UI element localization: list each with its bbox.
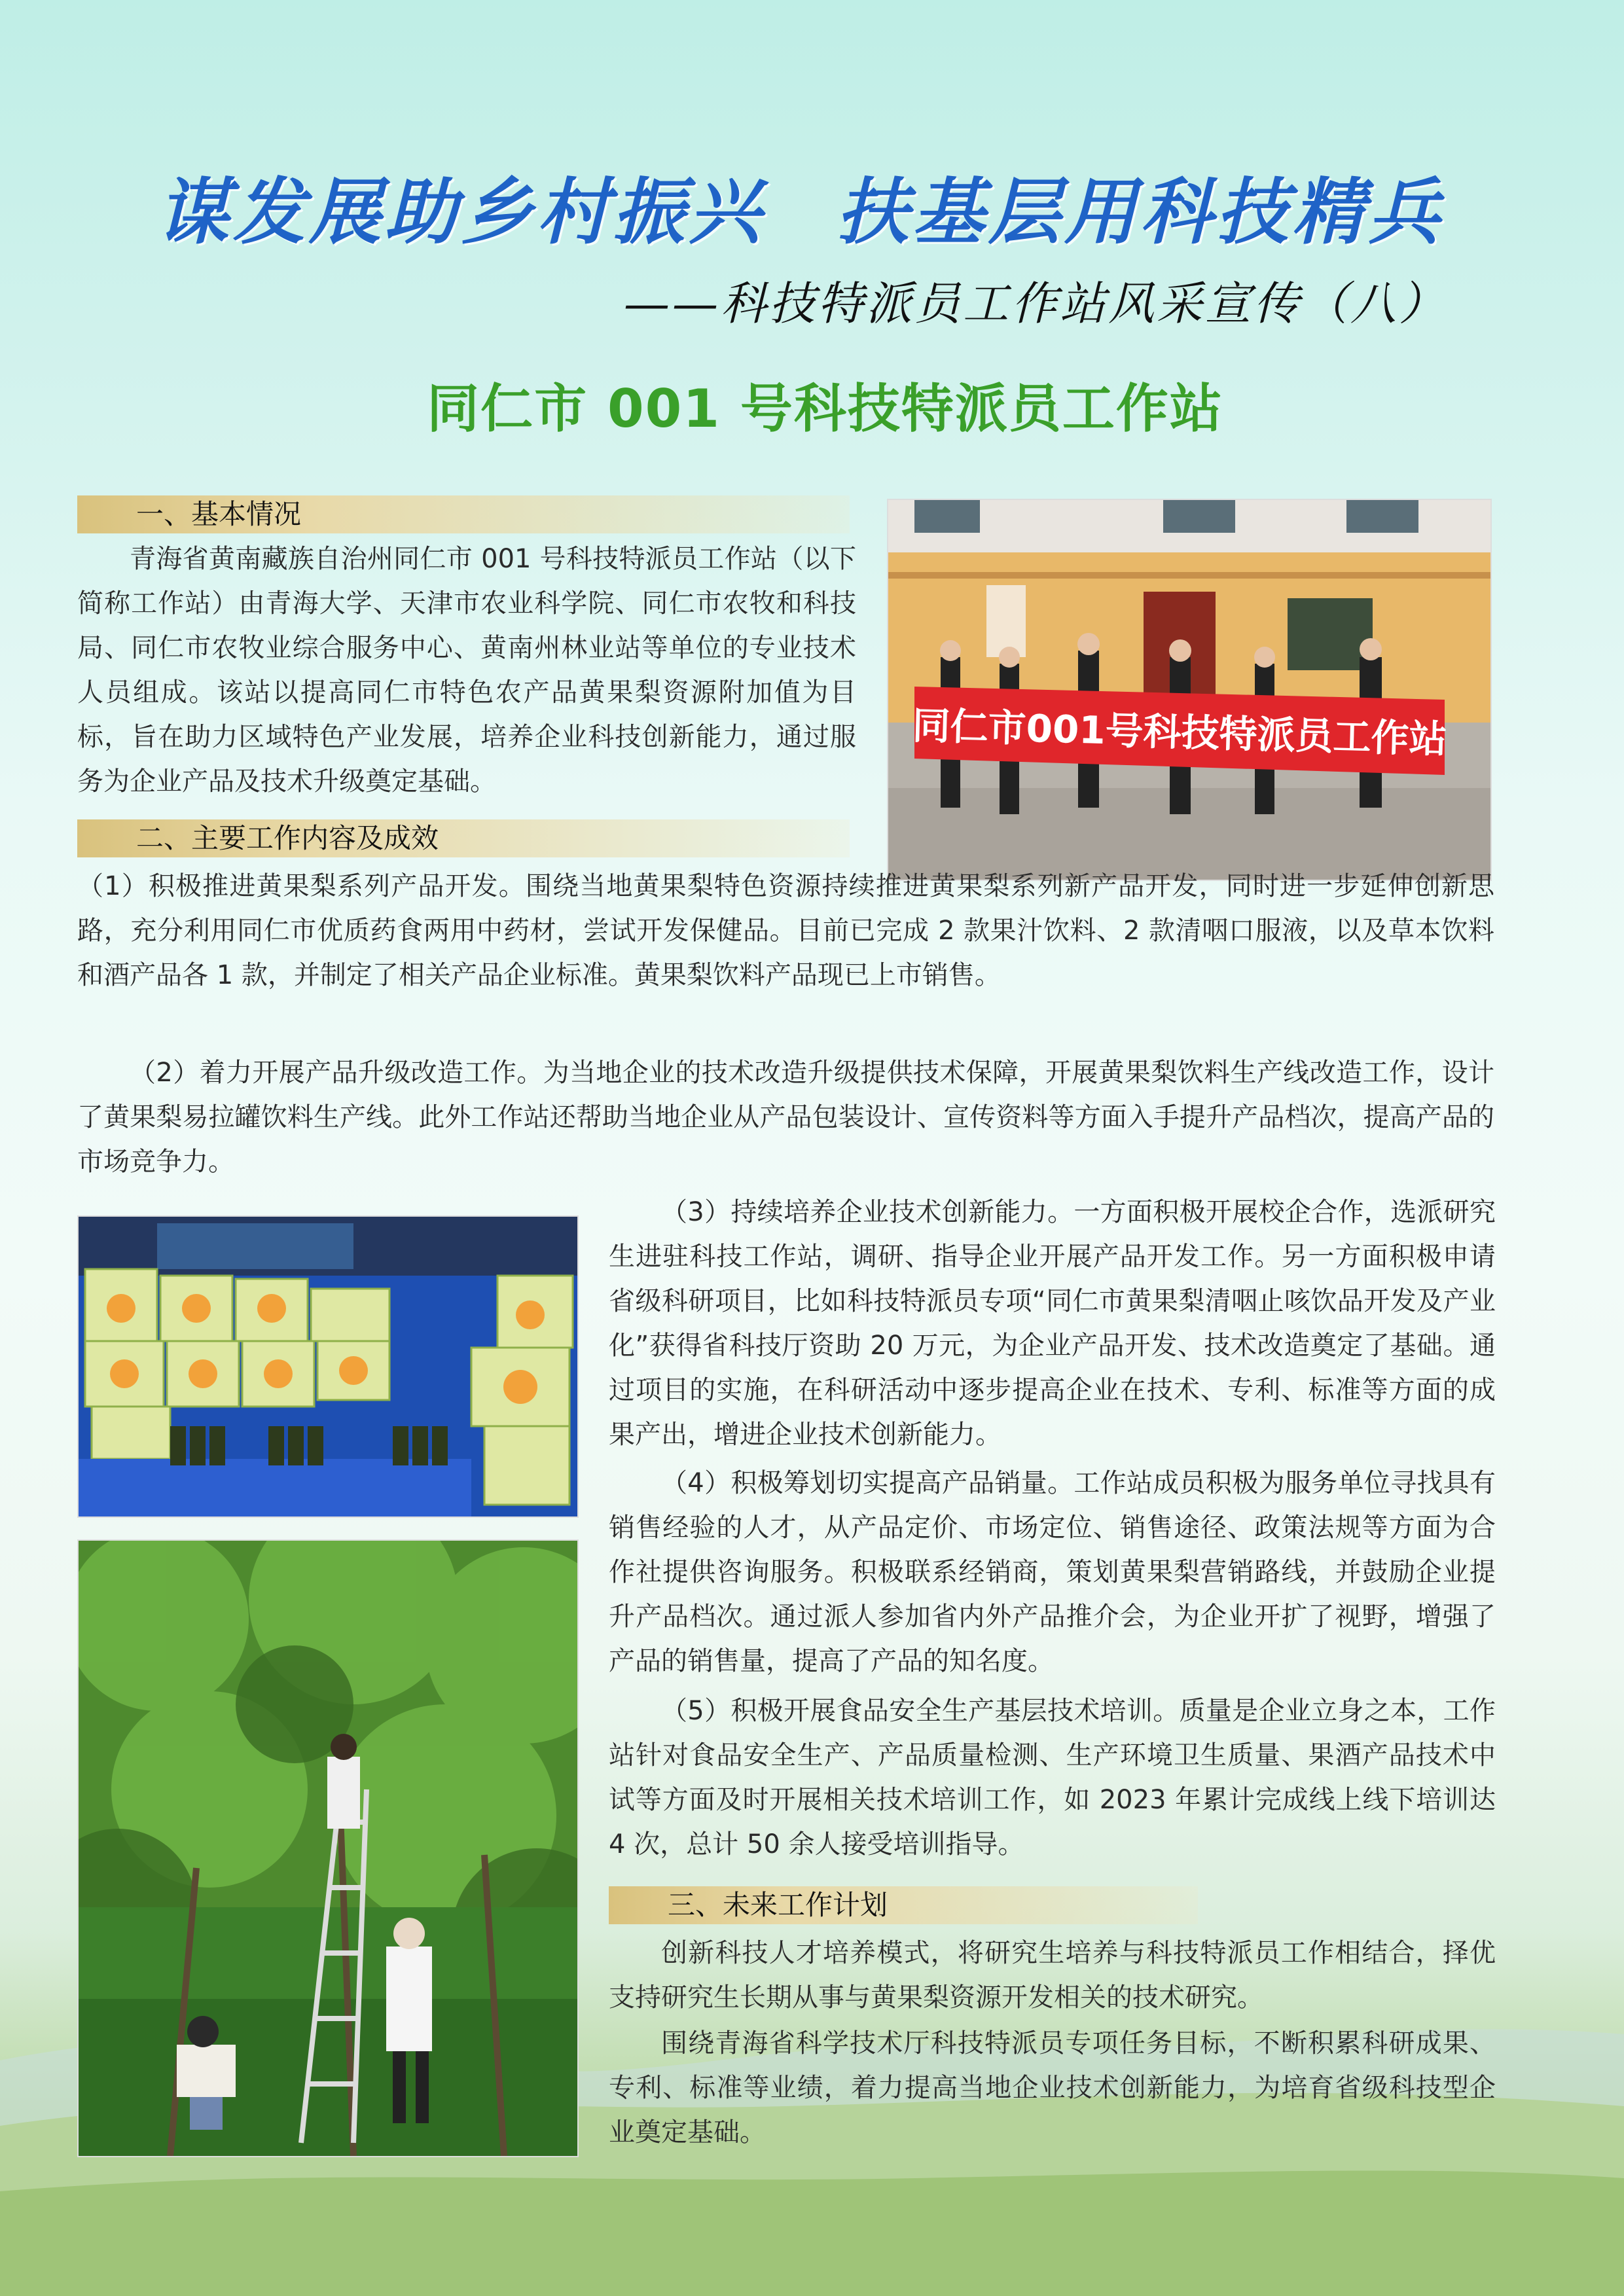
station-title: 同仁市 001 号科技特派员工作站 (427, 378, 1223, 439)
section-heading-main-work: 二、主要工作内容及成效 (77, 819, 850, 857)
paragraph-work-2: （2）着力开展产品升级改造工作。为当地企业的技术改造升级提供技术保障，开展黄果梨饮料生产线改造工作，设计了黄果梨易拉罐饮料生产线。此外工作站还帮助当地企业从产品包装设计、宣传资料等方面入手提升产品档次，提高产品的市场竞争力。 (77, 1058, 1494, 1177)
main-title-part2: 扶基层用科技精兵 (837, 170, 1444, 254)
paragraph-future-2: 围绕青海省科学技术厅科技特派员专项任务目标，不断积累科研成果、专利、标准等业绩，着力提高当地企业技术创新能力，为培育省级科技型企业奠定基础。 (609, 2028, 1496, 2147)
photo-orchard-picking (77, 1539, 579, 2157)
subtitle: ——科技特派员工作站风采宣传（八） (624, 277, 1447, 331)
photo-team-banner (887, 499, 1492, 881)
main-title-part1: 谋发展助乡村振兴 (157, 170, 765, 254)
paragraph-work-4: （4）积极筹划切实提高产品销量。工作站成员积极为服务单位寻找具有销售经验的人才，从产品定价、市场定位、销售途径、政策法规等方面为合作社提供咨询服务。积极联系经销商，策划黄果梨营销路线，并鼓励企业提升产品档次。通过派人参加省内外产品推介会，为企业开扩了视野，增强了产品的销售量，提高了产品的知名度。 (609, 1468, 1496, 1676)
section-heading-basic-info: 一、基本情况 (77, 495, 850, 533)
paragraph-work-5: （5）积极开展食品安全生产基层技术培训。质量是企业立身之本，工作站针对食品安全生产、产品质量检测、生产环境卫生质量、果酒产品技术中试等方面及时开展相关技术培训工作，如 2023 年累计完成线上线下培训达 4 次，总计 50 余人接受培训指导。 (609, 1696, 1496, 1859)
section-heading-future-plan: 三、未来工作计划 (609, 1886, 1198, 1924)
photo-product-display (77, 1215, 579, 1518)
main-title (157, 154, 1466, 258)
paragraph-work-1: （1）积极推进黄果梨系列产品开发。围绕当地黄果梨特色资源持续推进黄果梨系列新产品开发，同时进一步延伸创新思路，充分利用同仁市优质药食两用中药材，尝试开发保健品。目前已完成 2 款果汁饮料、2 款清咽口服液，以及草本饮料和酒产品各 1 款，并制定了相关产品企业标准。黄果梨饮料产品现已上市销售。 (77, 871, 1494, 990)
paragraph-basic-info: 青海省黄南藏族自治州同仁市 001 号科技特派员工作站（以下简称工作站）由青海大学、天津市农业科学院、同仁市农牧和科技局、同仁市农牧业综合服务中心、黄南州林业站等单位的专业技术人员组成。该站以提高同仁市特色农产品黄果梨资源附加值为目标，旨在助力区域特色产业发展，培养企业科技创新能力，通过服务为企业产品及技术升级奠定基础。 (77, 544, 856, 797)
paragraph-future-1: 创新科技人才培养模式，将研究生培养与科技特派员工作相结合，择优支持研究生长期从事与黄果梨资源开发相关的技术研究。 (609, 1938, 1496, 2013)
banner-text: 同仁市001号科技特派员工作站 (911, 703, 1448, 762)
paragraph-work-3: （3）持续培养企业技术创新能力。一方面积极开展校企合作，选派研究生进驻科技工作站，调研、指导企业开展产品开发工作。另一方面积极申请省级科研项目，比如科技特派员专项“同仁市黄果梨清咽止咳饮品开发及产业化”获得省科技厅资助 20 万元，为企业产品开发、技术改造奠定了基础。通过项目的实施，在科研活动中逐步提高企业在技术、专利、标准等方面的成果产出，增进企业技术创新能力。 (609, 1197, 1496, 1450)
